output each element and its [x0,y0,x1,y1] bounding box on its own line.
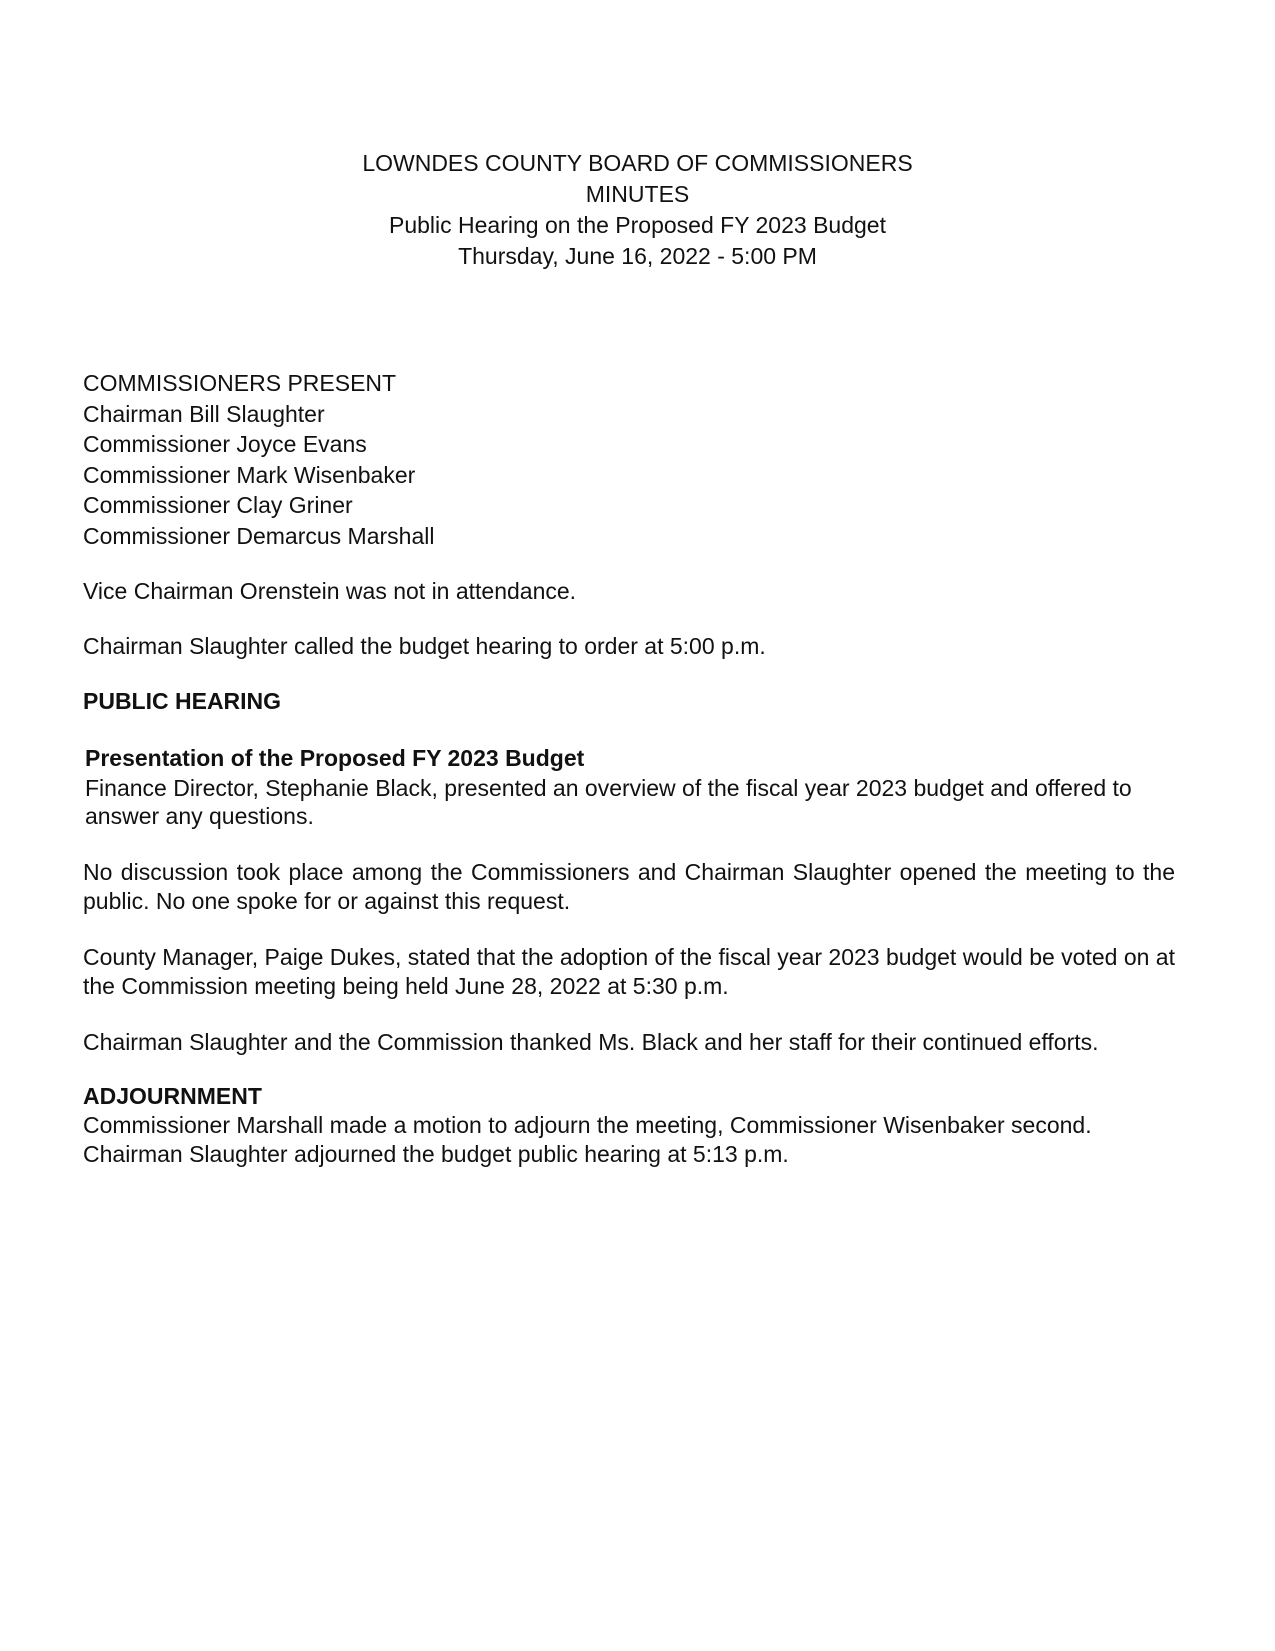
organization-name: LOWNDES COUNTY BOARD OF COMMISSIONERS [362,150,913,176]
public-hearing-heading: PUBLIC HEARING [83,688,282,714]
thanks-paragraph: Chairman Slaughter and the Commission thanked Ms. Black and her staff for their continued efforts. [83,1029,1099,1055]
absent-note: Vice Chairman Orenstein was not in attendance. [83,578,577,604]
adjournment-heading: ADJOURNMENT [83,1083,262,1109]
attendance-list [83,368,1175,551]
attendee: Chairman Bill Slaughter [83,400,325,427]
attendee: Commissioner Demarcus Marshall [83,522,435,549]
discussion-paragraph: No discussion took place among the Commissioners and Chairman Slaughter opened the meeting to the public. No one spoke for or against this request. [83,859,1175,914]
presentation-paragraph: Finance Director, Stephanie Black, presented an overview of the fiscal year 2023 budget and offered to answer any questions. [85,775,1132,829]
attendance-heading: COMMISSIONERS PRESENT [83,370,397,396]
vote-schedule-paragraph: County Manager, Paige Dukes, stated that the adoption of the fiscal year 2023 budget would be voted on at the Commission meeting being held June 28, 2022 at 5:30 p.m. [83,944,1175,999]
call-to-order: Chairman Slaughter called the budget hearing to order at 5:00 p.m. [83,633,766,659]
attendee: Commissioner Clay Griner [83,492,353,518]
attendee: Commissioner Joyce Evans [83,431,367,457]
document-type: MINUTES [585,181,690,207]
adjournment-paragraph: Commissioner Marshall made a motion to adjourn the meeting, Commissioner Wisenbaker second. Chairman Slaughter adjourned the budget public hearing at 5:13 p.m. [83,1112,1092,1167]
meeting-title: Public Hearing on the Proposed FY 2023 Budget [389,212,886,238]
agenda-item-title: Presentation of the Proposed FY 2023 Budget [85,745,585,771]
document-header [0,148,1275,272]
meeting-date: Thursday, June 16, 2022 - 5:00 PM [458,243,817,269]
attendee: Commissioner Mark Wisenbaker [83,461,416,488]
